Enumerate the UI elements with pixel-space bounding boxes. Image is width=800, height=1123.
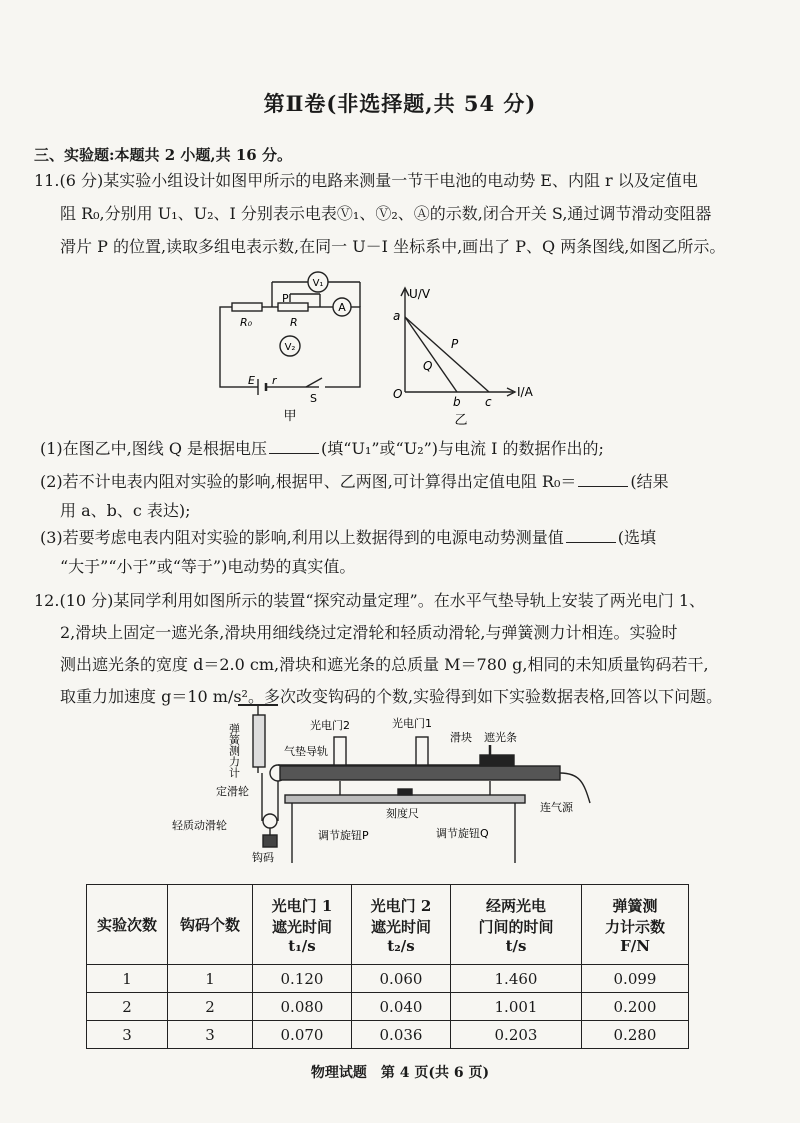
v2-label: V₂: [284, 342, 296, 353]
page-footer: 物理试题 第 4 页(共 6 页): [310, 1065, 490, 1081]
air-label: 连气源: [540, 801, 573, 814]
origin-label: O: [393, 387, 403, 401]
table-row: 1 1 0.120 0.060 1.460 0.099: [87, 965, 689, 993]
knobQ-label: 调节旋钮Q: [436, 827, 489, 840]
v1-label: V₁: [312, 278, 324, 289]
q12-line-2: 2,滑块上固定一遮光条,滑块用细线绕过定滑轮和轻质动滑轮,与弹簧测力计相连。实验时: [60, 623, 678, 642]
q11-line-1: 11.(6 分)某实验小组设计如图甲所示的电路来测量一节干电池的电动势 E、内阻 r 以及定值电: [34, 171, 698, 190]
p-label: P: [282, 292, 289, 305]
strip-label: 遮光条: [484, 731, 517, 744]
header-cell: 弹簧测 力计示数 F/N: [582, 885, 689, 965]
q11-sub2-cont: 用 a、b、c 表达);: [60, 501, 191, 520]
fig-yi-caption: 乙: [454, 413, 468, 428]
q11-sub1: (1)在图乙中,图线 Q 是根据电压 (填“U₁”或“U₂”)与电流 I 的数据作出的;: [40, 439, 604, 458]
c-point-label: c: [485, 395, 492, 409]
q12-line-1: 12.(10 分)某同学利用如图所示的装置“探究动量定理”。在水平气垫导轨上安装了两光电门 1、: [34, 591, 706, 610]
fig-jia-caption: 甲: [283, 409, 297, 422]
r-internal-label: r: [272, 374, 277, 387]
r-label: R: [290, 316, 298, 329]
header-cell: 光电门 1 遮光时间 t₁/s: [253, 885, 352, 965]
a-point-label: a: [393, 309, 401, 323]
data-table: [86, 884, 689, 1049]
section-heading: 三、实验题:本题共 2 小题,共 16 分。: [34, 146, 292, 164]
knobP-label: 调节旋钮P: [318, 829, 369, 842]
gate1-label: 光电门1: [392, 717, 432, 730]
page-title: 第Ⅱ卷(非选择题,共 54 分): [263, 91, 537, 116]
r0-label: R₀: [240, 316, 253, 329]
ruler-label: 刻度尺: [386, 807, 419, 820]
q-line-label: Q: [423, 359, 433, 373]
pulley-label: 定滑轮: [216, 785, 249, 798]
ui-graph: [385, 282, 545, 432]
header-cell: 实验次数: [87, 885, 168, 965]
gate2-label: 光电门2: [310, 719, 350, 732]
header-cell: 钩码个数: [168, 885, 253, 965]
b-point-label: b: [453, 395, 461, 409]
weights-label: 钩码: [252, 851, 274, 864]
q11-sub3-cont: “大于”“小于”或“等于”)电动势的真实值。: [60, 557, 356, 576]
s-label: S: [310, 392, 317, 405]
q11-line-2: 阻 R₀,分别用 U₁、U₂、I 分别表示电表Ⓥ₁、Ⓥ₂、Ⓐ的示数,闭合开关 S,通过调节滑动变阻器: [60, 204, 712, 223]
q11-sub2: (2)若不计电表内阻对实验的影响,根据甲、乙两图,可计算得出定值电阻 R₀＝ (结果: [40, 472, 669, 491]
slider-label: 滑块: [450, 731, 472, 744]
movpulley-label: 轻质动滑轮: [172, 819, 227, 832]
line-q: [405, 317, 457, 392]
apparatus-diagram: [160, 693, 640, 873]
line-p: [405, 317, 489, 392]
x-axis-label: I/A: [517, 385, 533, 399]
answer-blank-3[interactable]: [566, 528, 616, 543]
table-row: 3 3 0.070 0.036 0.203 0.280: [87, 1021, 689, 1049]
y-axis-label: U/V: [409, 287, 431, 301]
p-line-label: P: [451, 337, 459, 351]
q12-line-3: 测出遮光条的宽度 d＝2.0 cm,滑块和遮光条的总质量 M＝780 g,相同的未知质量钩码若干,: [60, 655, 709, 674]
q11-sub3: (3)若要考虑电表内阻对实验的影响,利用以上数据得到的电源电动势测量值 (选填: [40, 528, 657, 547]
table-row: 2 2 0.080 0.040 1.001 0.200: [87, 993, 689, 1021]
a-label: A: [338, 301, 346, 314]
answer-blank-2[interactable]: [578, 472, 628, 487]
e-label: E: [248, 374, 255, 387]
circuit-diagram: [210, 262, 370, 422]
spring-label: 弹簧测力计: [227, 723, 241, 778]
rail-label: 气垫导轨: [284, 745, 328, 758]
header-cell: 经两光电 门间的时间 t/s: [451, 885, 582, 965]
q12-line-4: 取重力加速度 g＝10 m/s²。多次改变钩码的个数,实验得到如下实验数据表格,回答以下问题。: [60, 687, 723, 706]
header-cell: 光电门 2 遮光时间 t₂/s: [352, 885, 451, 965]
q11-line-3: 滑片 P 的位置,读取多组电表示数,在同一 U－I 坐标系中,画出了 P、Q 两条图线,如图乙所示。: [60, 237, 726, 256]
answer-blank-1[interactable]: [269, 439, 319, 454]
